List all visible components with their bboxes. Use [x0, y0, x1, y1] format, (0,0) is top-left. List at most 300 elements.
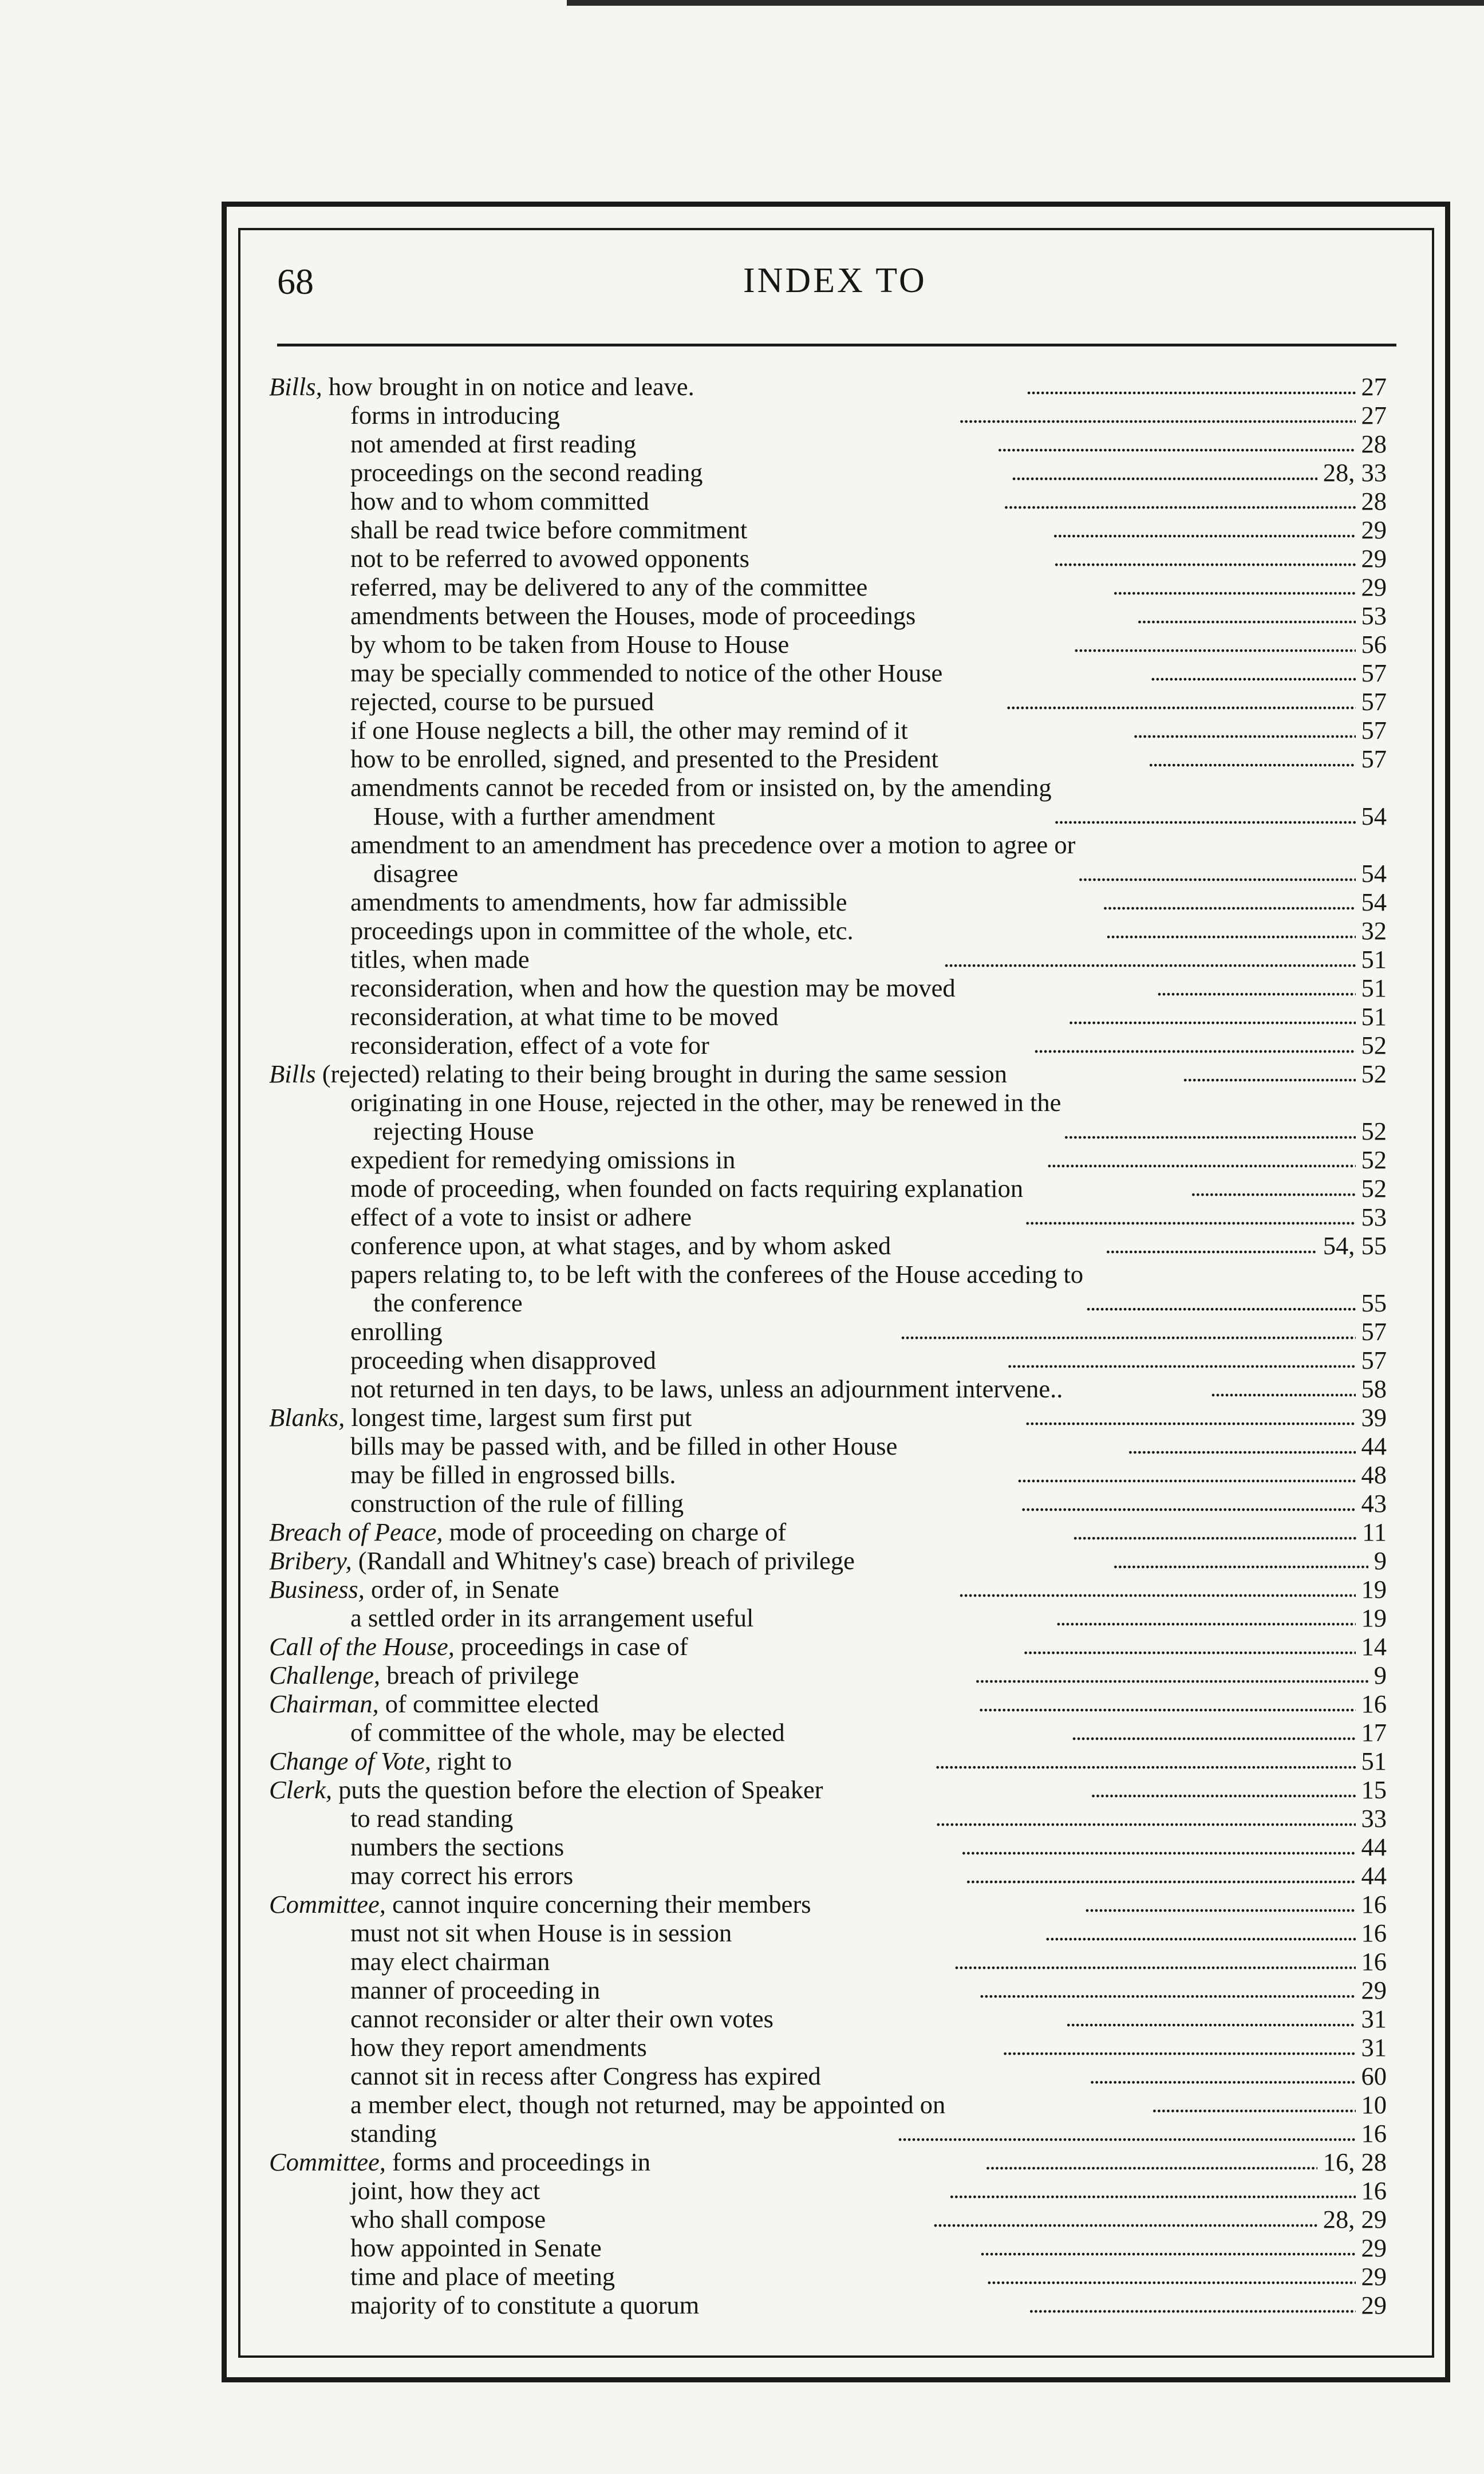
leader-dots — [933, 2205, 1317, 2233]
leader-dots — [900, 1317, 1355, 1346]
leader-dots — [1052, 515, 1355, 544]
entry-text — [269, 659, 1148, 687]
entry-subject: originating in one House, rejected in the other, may be renewed in the — [350, 1088, 1061, 1117]
entry-text — [269, 687, 1004, 716]
entry-text — [269, 1861, 963, 1890]
leader-dots — [1026, 372, 1355, 401]
page-reference: 51 — [1361, 1002, 1387, 1031]
page-reference: 10 — [1361, 2090, 1387, 2119]
index-entry — [269, 401, 1387, 430]
index-entry — [269, 1031, 1387, 1059]
leader-dots — [961, 1833, 1355, 1861]
leader-dots — [1106, 916, 1355, 945]
entry-text — [269, 773, 1052, 830]
entry-text — [269, 1604, 1053, 1632]
entry-text — [269, 1031, 1031, 1059]
index-entry — [269, 1918, 1387, 1947]
leader-dots — [1047, 1145, 1356, 1174]
leader-dots — [1006, 687, 1356, 716]
page-reference: 28 — [1361, 487, 1387, 515]
page-reference: 53 — [1361, 601, 1387, 630]
leader-dots — [965, 1861, 1355, 1890]
entry-text — [269, 1174, 1188, 1203]
entry-heading: Committee, — [269, 2148, 386, 2176]
entry-text — [269, 1088, 1061, 1145]
index-entry — [269, 888, 1387, 916]
entry-subject: of committee elected — [378, 1689, 599, 1718]
index-entry — [269, 1689, 1387, 1718]
entry-subject: proceeding when disapproved — [350, 1346, 656, 1374]
page-reference: 16 — [1361, 1890, 1387, 1918]
entry-subject: may be filled in engrossed bills. — [350, 1460, 676, 1489]
index-entry — [269, 544, 1387, 573]
leader-dots — [1157, 974, 1355, 1002]
entry-subject: time and place of meeting — [350, 2262, 615, 2291]
index-entry — [269, 1575, 1387, 1604]
page-reference: 28, 33 — [1323, 458, 1387, 487]
index-entry — [269, 974, 1387, 1002]
entry-text — [269, 1002, 1066, 1031]
page-reference: 16 — [1361, 1947, 1387, 1976]
entry-text — [269, 2176, 946, 2205]
page-reference: 55 — [1361, 1289, 1387, 1317]
index-entry — [269, 1518, 1387, 1546]
entry-subject: how and to whom committed — [350, 487, 649, 515]
leader-dots — [936, 1804, 1356, 1833]
entry-subject: cannot inquire concerning their members — [385, 1890, 811, 1918]
leader-dots — [1091, 1775, 1356, 1804]
index-entry — [269, 659, 1387, 687]
page-reference: 52 — [1361, 1117, 1387, 1145]
entry-subject: proceedings in case of — [454, 1632, 688, 1661]
entry-text — [269, 1432, 1125, 1460]
page-reference: 11 — [1362, 1518, 1387, 1546]
entry-text — [269, 1833, 958, 1861]
entry-heading: Change of Vote, — [269, 1747, 432, 1775]
entry-text — [269, 2062, 1087, 2090]
index-entry — [269, 1546, 1387, 1575]
entry-subject: papers relating to, to be left with the conferees of the House acceding to — [350, 1260, 1084, 1289]
leader-dots — [1011, 458, 1317, 487]
leader-dots — [997, 430, 1355, 458]
entry-text — [269, 1804, 933, 1833]
leader-dots — [975, 1661, 1368, 1689]
leader-dots — [1023, 1632, 1356, 1661]
leader-dots — [1021, 1489, 1356, 1518]
entry-text — [269, 430, 994, 458]
entry-subject: not returned in ten days, to be laws, unless an adjournment intervene.. — [350, 1374, 1063, 1403]
index-entry — [269, 1833, 1387, 1861]
index-entry — [269, 1346, 1387, 1374]
page-reference: 52 — [1361, 1059, 1387, 1088]
page-reference: 57 — [1361, 1346, 1387, 1374]
leader-dots — [1136, 601, 1355, 630]
entry-text — [269, 1890, 1082, 1918]
entry-text — [269, 1260, 1083, 1317]
entry-subject: amendments between the Houses, mode of proceedings — [350, 601, 916, 630]
index-entry — [269, 487, 1387, 515]
entry-text — [269, 1632, 1021, 1661]
entry-text — [269, 974, 1154, 1002]
page-reference: 29 — [1361, 544, 1387, 573]
index-entry — [269, 945, 1387, 974]
page-reference: 27 — [1361, 372, 1387, 401]
entry-subject: to read standing — [350, 1804, 514, 1833]
entry-text — [269, 2233, 977, 2262]
entry-subject: proceedings on the second reading — [350, 458, 703, 487]
entry-subject-continued: House, with a further amendment — [373, 802, 715, 830]
entry-text — [269, 1575, 956, 1604]
entry-subject: manner of proceeding in — [350, 1976, 601, 2004]
leader-dots — [1053, 544, 1355, 573]
entry-subject: amendment to an amendment has precedence over a motion to agree or — [350, 830, 1076, 859]
entry-text — [269, 2004, 1063, 2033]
page-reference: 53 — [1361, 1203, 1387, 1231]
entry-subject: may elect chairman — [350, 1947, 550, 1976]
index-entry — [269, 2262, 1387, 2291]
index-entry — [269, 1088, 1387, 1145]
page-reference: 29 — [1361, 2291, 1387, 2319]
index-entry — [269, 1775, 1387, 1804]
leader-dots — [959, 401, 1356, 430]
leader-dots — [1071, 1718, 1355, 1747]
page-reference: 27 — [1361, 401, 1387, 430]
index-entry — [269, 2148, 1387, 2176]
index-entry — [269, 372, 1387, 401]
entry-heading: Challenge, — [269, 1661, 381, 1689]
index-entry — [269, 1947, 1387, 1976]
index-entry — [269, 2119, 1387, 2148]
index-entry — [269, 1002, 1387, 1031]
page-reference: 56 — [1361, 630, 1387, 659]
page-reference: 57 — [1361, 1317, 1387, 1346]
entry-subject: conference upon, at what stages, and by whom asked — [350, 1231, 891, 1260]
entry-text — [269, 1947, 952, 1976]
entry-subject: breach of privilege — [380, 1661, 579, 1689]
index-entry — [269, 2033, 1387, 2062]
page-reference: 19 — [1361, 1604, 1387, 1632]
entry-text — [269, 830, 1076, 888]
entry-subject: numbers the sections — [350, 1833, 565, 1861]
leader-dots — [1133, 716, 1356, 744]
entry-subject: forms and proceedings in — [385, 2148, 651, 2176]
leader-dots — [1182, 1059, 1355, 1088]
entry-heading: Chairman, — [269, 1689, 379, 1718]
page-reference: 44 — [1361, 1861, 1387, 1890]
entry-text — [269, 1518, 1070, 1546]
page-reference: 57 — [1361, 716, 1387, 744]
index-entry — [269, 2062, 1387, 2090]
entry-subject: amendments to amendments, how far admissible — [350, 888, 847, 916]
entry-subject: longest time, largest sum first put — [345, 1403, 692, 1432]
index-entry — [269, 1203, 1387, 1231]
leader-dots — [1028, 2291, 1355, 2319]
page-reference: 58 — [1361, 1374, 1387, 1403]
index-entries — [269, 372, 1387, 2319]
page-reference: 57 — [1361, 687, 1387, 716]
leader-dots — [978, 1689, 1356, 1718]
entry-heading: Clerk, — [269, 1775, 332, 1804]
leader-dots — [1068, 1002, 1356, 1031]
entry-text — [269, 2090, 1149, 2119]
page-reference: 54 — [1361, 888, 1387, 916]
leader-dots — [1054, 802, 1356, 830]
page-reference: 54, 55 — [1323, 1231, 1387, 1260]
page-reference: 32 — [1361, 916, 1387, 945]
entry-text — [269, 716, 1131, 744]
entry-subject-continued: disagree — [373, 859, 459, 888]
page-reference: 16 — [1361, 2119, 1387, 2148]
leader-dots — [1105, 1231, 1317, 1260]
page-reference: 60 — [1361, 2062, 1387, 2090]
leader-dots — [1045, 1918, 1356, 1947]
page-reference: 16, 28 — [1323, 2148, 1387, 2176]
leader-dots — [1025, 1203, 1356, 1231]
entry-subject: a settled order in its arrangement useful — [350, 1604, 754, 1632]
entry-text — [269, 1546, 1110, 1575]
entry-subject: amendments cannot be receded from or insisted on, by the amending — [350, 773, 1052, 802]
index-entry — [269, 601, 1387, 630]
index-entry — [269, 1231, 1387, 1260]
entry-text — [269, 1489, 1019, 1518]
entry-subject: enrolling — [350, 1317, 443, 1346]
leader-dots — [958, 1575, 1355, 1604]
page-reference: 28 — [1361, 430, 1387, 458]
leader-dots — [1210, 1374, 1356, 1403]
entry-subject: how they report amendments — [350, 2033, 647, 2062]
entry-subject: puts the question before the election of Speaker — [332, 1775, 823, 1804]
index-entry — [269, 916, 1387, 945]
entry-heading: Bribery, — [269, 1546, 352, 1575]
entry-text — [269, 573, 1110, 601]
entry-text — [269, 1145, 1044, 1174]
leader-dots — [1127, 1432, 1355, 1460]
entry-subject: expedient for remedying omissions in — [350, 1145, 736, 1174]
page-reference: 51 — [1361, 1747, 1387, 1775]
entry-text — [269, 1718, 1069, 1747]
leader-dots — [1078, 859, 1356, 888]
leader-dots — [1103, 888, 1356, 916]
entry-subject: how brought in on notice and leave. — [322, 372, 694, 401]
entry-text — [269, 1059, 1180, 1088]
page-reference: 16 — [1361, 1918, 1387, 1947]
entry-text — [269, 2033, 1000, 2062]
entry-text — [269, 1775, 1088, 1804]
index-entry — [269, 1747, 1387, 1775]
entry-subject: forms in introducing — [350, 401, 560, 430]
entry-text — [269, 888, 1100, 916]
entry-text — [269, 2205, 930, 2233]
entry-subject: reconsideration, when and how the question may be moved — [350, 974, 956, 1002]
index-entry — [269, 1403, 1387, 1432]
leader-dots — [1112, 1546, 1368, 1575]
page-reference: 28, 29 — [1323, 2205, 1387, 2233]
leader-dots — [1086, 1289, 1355, 1317]
leader-dots — [944, 945, 1355, 974]
entry-text — [269, 601, 1134, 630]
entry-text — [269, 515, 1050, 544]
page-reference: 14 — [1361, 1632, 1387, 1661]
page-reference: 29 — [1361, 2262, 1387, 2291]
page-reference: 39 — [1361, 1403, 1387, 1432]
entry-text — [269, 1460, 1015, 1489]
entry-heading: Bills, — [269, 372, 322, 401]
top-edge-rule — [567, 0, 1484, 6]
page-reference: 31 — [1361, 2004, 1387, 2033]
index-entry — [269, 687, 1387, 716]
entry-text — [269, 458, 1009, 487]
entry-subject: rejected, course to be pursued — [350, 687, 654, 716]
entry-text — [269, 916, 1103, 945]
index-entry — [269, 573, 1387, 601]
entry-text — [269, 2262, 984, 2291]
entry-subject: may correct his errors — [350, 1861, 574, 1890]
entry-subject: if one House neglects a bill, the other may remind of it — [350, 716, 908, 744]
leader-dots — [1090, 2062, 1356, 2090]
entry-text — [269, 544, 1051, 573]
entry-text — [269, 1918, 1043, 1947]
leader-dots — [1190, 1174, 1355, 1203]
index-entry — [269, 1374, 1387, 1403]
entry-text — [269, 945, 941, 974]
leader-dots — [1150, 659, 1356, 687]
entry-subject: bills may be passed with, and be filled in other House — [350, 1432, 898, 1460]
index-entry — [269, 1174, 1387, 1203]
leader-dots — [1148, 744, 1355, 773]
entry-heading: Business, — [269, 1575, 365, 1604]
page-reference: 29 — [1361, 2233, 1387, 2262]
page-reference: 33 — [1361, 1804, 1387, 1833]
page-reference: 9 — [1374, 1661, 1387, 1689]
index-entry — [269, 1260, 1387, 1317]
index-entry — [269, 830, 1387, 888]
header-rule — [277, 344, 1396, 346]
entry-heading: Blanks, — [269, 1403, 345, 1432]
entry-text — [269, 1976, 977, 2004]
entry-subject: not to be referred to avowed opponents — [350, 544, 749, 573]
entry-subject: (Randall and Whitney's case) breach of privilege — [352, 1546, 855, 1575]
leader-dots — [1033, 1031, 1355, 1059]
entry-subject: construction of the rule of filling — [350, 1489, 684, 1518]
entry-text — [269, 2119, 895, 2148]
leader-dots — [1025, 1403, 1356, 1432]
entry-text — [269, 1317, 898, 1346]
entry-subject: not amended at first reading — [350, 430, 637, 458]
page-reference: 43 — [1361, 1489, 1387, 1518]
entry-subject: shall be read twice before commitment — [350, 515, 748, 544]
page-reference: 52 — [1361, 1145, 1387, 1174]
leader-dots — [986, 2262, 1356, 2291]
index-entry — [269, 1059, 1387, 1088]
entry-subject: effect of a vote to insist or adhere — [350, 1203, 692, 1231]
entry-subject: cannot sit in recess after Congress has expired — [350, 2062, 821, 2090]
leader-dots — [1072, 1518, 1356, 1546]
index-entry — [269, 1976, 1387, 2004]
entry-text — [269, 1231, 1103, 1260]
entry-text — [269, 487, 1001, 515]
entry-text — [269, 1346, 1005, 1374]
page-reference: 52 — [1361, 1031, 1387, 1059]
leader-dots — [954, 1947, 1356, 1976]
index-entry — [269, 1861, 1387, 1890]
entry-subject-continued: the conference — [373, 1289, 523, 1317]
leader-dots — [1007, 1346, 1356, 1374]
page-reference: 44 — [1361, 1432, 1387, 1460]
leader-dots — [979, 1976, 1356, 2004]
running-head: INDEX TO — [743, 261, 927, 300]
page-reference: 51 — [1361, 945, 1387, 974]
index-entry — [269, 1661, 1387, 1689]
index-entry — [269, 716, 1387, 744]
index-entry — [269, 458, 1387, 487]
leader-dots — [1004, 487, 1356, 515]
entry-subject: by whom to be taken from House to House — [350, 630, 790, 659]
entry-subject: cannot reconsider or alter their own votes — [350, 2004, 773, 2033]
entry-subject: must not sit when House is in session — [350, 1918, 732, 1947]
index-entry — [269, 430, 1387, 458]
entry-text — [269, 372, 1024, 401]
entry-text — [269, 1661, 973, 1689]
entry-subject: (rejected) relating to their being brought in during the same session — [315, 1059, 1007, 1088]
leader-dots — [1056, 1604, 1356, 1632]
page-reference: 31 — [1361, 2033, 1387, 2062]
index-entry — [269, 1145, 1387, 1174]
index-entry — [269, 2205, 1387, 2233]
page-number: 68 — [277, 261, 314, 302]
index-entry — [269, 2004, 1387, 2033]
page-reference: 51 — [1361, 974, 1387, 1002]
page-reference: 29 — [1361, 1976, 1387, 2004]
index-entry — [269, 1460, 1387, 1489]
entry-text — [269, 401, 957, 430]
entry-text — [269, 630, 1071, 659]
index-entry — [269, 773, 1387, 830]
leader-dots — [1065, 2004, 1355, 2033]
entry-subject: a member elect, though not returned, may be appointed on — [350, 2090, 946, 2119]
leader-dots — [1112, 573, 1355, 601]
entry-text — [269, 1403, 1023, 1432]
leader-dots — [1073, 630, 1356, 659]
entry-subject: proceedings upon in committee of the whole, etc. — [350, 916, 854, 945]
index-entry — [269, 1604, 1387, 1632]
index-entry — [269, 630, 1387, 659]
page-reference: 54 — [1361, 802, 1387, 830]
index-entry — [269, 1718, 1387, 1747]
entry-heading: Call of the House, — [269, 1632, 455, 1661]
page-reference: 57 — [1361, 744, 1387, 773]
index-entry — [269, 1432, 1387, 1460]
index-entry — [269, 2090, 1387, 2119]
leader-dots — [897, 2119, 1355, 2148]
entry-heading: Breach of Peace, — [269, 1518, 443, 1546]
leader-dots — [935, 1747, 1356, 1775]
entry-text — [269, 744, 1146, 773]
page-reference: 29 — [1361, 573, 1387, 601]
index-entry — [269, 1317, 1387, 1346]
index-entry — [269, 2176, 1387, 2205]
index-entry — [269, 2291, 1387, 2319]
index-entry — [269, 744, 1387, 773]
entry-subject: joint, how they act — [350, 2176, 540, 2205]
leader-dots — [980, 2233, 1355, 2262]
leader-dots — [949, 2176, 1355, 2205]
entry-text — [269, 2291, 1026, 2319]
page-reference: 52 — [1361, 1174, 1387, 1203]
leader-dots — [985, 2148, 1317, 2176]
index-entry — [269, 515, 1387, 544]
entry-subject: who shall compose — [350, 2205, 546, 2233]
page-reference: 16 — [1361, 1689, 1387, 1718]
